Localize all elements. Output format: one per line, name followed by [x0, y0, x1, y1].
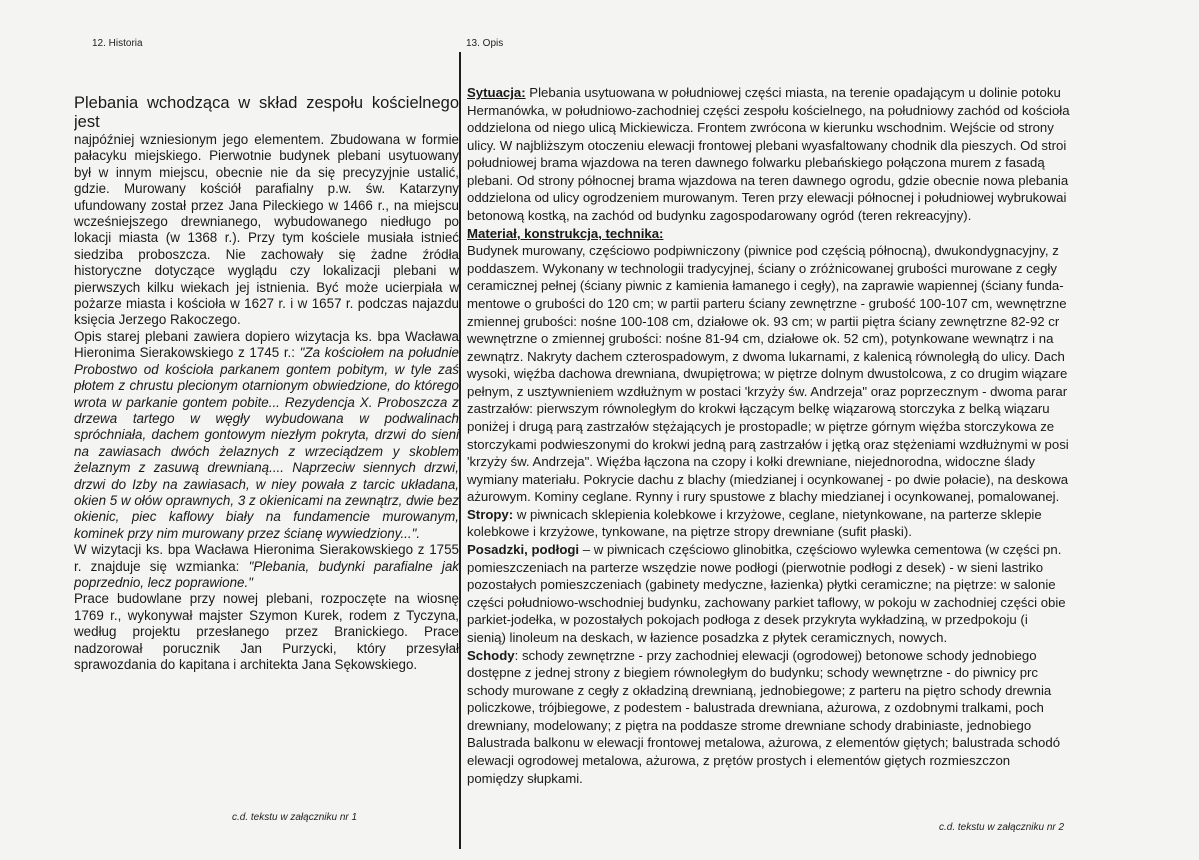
footer-note-left: c.d. tekstu w załączniku nr 1: [232, 812, 358, 823]
description-text: sienią) linoleum na deskach, w łazience posadzka z płytek ceramicznych, nowych.: [467, 629, 948, 645]
description-line: [467, 277, 1194, 295]
description-line: [467, 629, 1194, 647]
description-line: [467, 436, 1194, 454]
footer-note-right: c.d. tekstu w załączniku nr 2: [939, 822, 1065, 833]
description-column: [467, 84, 1194, 824]
description-line: [467, 313, 1194, 331]
description-text: wymiany materiału. Pokrycie dachu z blachy (miedzianej i ocynkowanej - po dwie połacie), na deskowa: [467, 471, 1069, 487]
section-label: Schody: [467, 647, 515, 663]
description-text: ceramicznej pełnej (ściany piwnic z kamienia łamanego i cegły), na zaprawie wapiennej (ściany funda-: [467, 278, 1064, 294]
description-text: mentowe o grubości do 120 cm; w partii parteru ściany zewnętrzne - grubość 100-107 cm, wewnętrzne: [467, 295, 1067, 311]
description-line: [467, 453, 1194, 471]
description-text: w piwnicach sklepienia kolebkowe i krzyżowe, ceglane, nietynkowane, na parterze sklepie: [513, 506, 1042, 522]
description-text: południowej brama wjazdowa na teren dawnego folwarku plebańskiego połączona murem z fasadą: [467, 155, 1045, 171]
section-label: Stropy:: [467, 506, 514, 522]
description-line: [467, 506, 1194, 524]
history-column: [74, 94, 459, 810]
description-text: poniżej i drugą parą zastrzałów stężających je prostopadle; w piętrze górnym więźba storczykowa ze: [467, 418, 1055, 434]
history-paragraph-2: [74, 329, 459, 542]
description-line: [467, 383, 1194, 401]
description-line: [467, 137, 1194, 155]
section-label: Posadzki, podłogi: [467, 542, 580, 558]
description-text: zmiennej grubości: nośne 100-108 cm, działowe ok. 93 cm; w partii piętra ściany zewnętrzne 82-92 cr: [467, 313, 1060, 329]
history-paragraph-4: Prace budowlane przy nowej plebani, rozpoczęte na wiosnę 1769 r., wykonywał majster Szymon Kurek, rodem z Tyczyna, według projektu przesłanego przez Branickiego. Prace nadzorował porucznik Jan Purzycki, który przesyłał sprawozdania do kapitana i architekta Jana Sękowskiego.: [74, 591, 459, 672]
history-paragraph-1: najpóźniej wzniesionym jego elementem. Zbudowana w formie pałacyku miejskiego. Pierwotnie budynek plebani usytuowany był w innym miejscu, obecnie nie da się precyzyjnie ustalić, gdzie. Murowany kościół parafialny p.w. św. Katarzyny ufundowany został przez Jana Pileckiego w 1466 r., na miejscu wcześniejszego drewnianego, wybudowanego niedługo po lokacji miasta (w 1368 r.). Przy tym kościele musiała istnieć siedziba proboszcza. Nie zachowały się żadne źródła historyczne dotyczące wyglądu czy lokalizacji plebani w pierwszych kilku wiekach jej istnienia. Być może ucierpiała w pożarze miasta i kościoła w 1627 r. i w 1657 r. podczas najazdu księcia Jerzego Rakoczego.: [74, 132, 459, 328]
description-line: [467, 541, 1194, 559]
description-text: Plebania usytuowana w południowej części miasta, na terenie opadającym u dolinie potoku: [525, 85, 1061, 100]
description-text: : schody zewnętrzne - przy zachodniej elewacji (ogrodowej) betonowe schody jednobiego: [514, 647, 1037, 663]
description-line: [467, 488, 1194, 506]
description-text: parkiet-jodełka, w pozostałych pokojach podłoga z desek przykryta wykładziną, w przedpokoju (i: [467, 612, 1028, 628]
description-text: betonową kostką, na zachód od budynku zagospodarowany ogród (teren rekreacyjny).: [467, 208, 972, 224]
description-line: [467, 576, 1194, 594]
description-text: oddzielona od niego ulicą Mickiewicza. Frontem zwrócona w kierunku wschodnim. Wejście od strony: [467, 120, 1054, 136]
description-text: wewnętrzne o zmiennej grubości: nośne 81-94 cm, działowe ok. 52 cm), potynkowane wewnątrz i na: [467, 331, 1054, 347]
description-line: [467, 611, 1194, 629]
description-line: [467, 295, 1194, 313]
column-divider: [459, 52, 461, 849]
description-line: [467, 330, 1194, 348]
section-header-description: 13. Opis: [466, 38, 504, 49]
history-lead: Plebania wchodząca w skład zespołu kościelnego jest: [74, 94, 459, 131]
description-text: elewacji ogrodowej metalowa, ażurowa, z prętów prostych i elementów giętych rozmieszczon: [467, 752, 1011, 768]
description-text: oddzielona od ulicy ogrodzeniem murowanym. Teren przy elewacji północnej i południowej wybrukowai: [467, 190, 1067, 206]
description-text: pozostałych pomieszczeniach (gabinety medyczne, łazienka) płytki ceramiczne; na piętrze: w salonie: [467, 577, 1056, 593]
description-text: pomiędzy słupkami.: [467, 770, 583, 786]
description-line: [467, 400, 1194, 418]
description-line: [467, 172, 1194, 190]
section-header-history: 12. Historia: [92, 38, 143, 49]
description-line: [467, 189, 1194, 207]
description-text: pełnym, z usztywnieniem wzdłużnym w postaci 'krzyży św. Andrzeja" oraz poprzecznym - dwoma parar: [467, 383, 1068, 399]
description-text: ażurowym. Kominy ceglane. Rynny i rury spustowe z blachy miedzianej i ocynkowanej, pomalowanej.: [467, 489, 1060, 505]
description-line: [467, 523, 1194, 541]
description-line: [467, 734, 1194, 752]
description-text: Hermanówka, w południowo-zachodniej części zespołu kościelnego, na południowy zachód od kościoła: [467, 102, 1070, 118]
description-text: policzkowe, trójbiegowe, z podestem - balustrada drewniana, ażurowa, z ozdobnymi tralkami, poch: [467, 700, 1044, 716]
description-line: [467, 594, 1194, 612]
description-text: części południowo-wschodniej budynku, zachowany parkiet taflowy, w pokoju w zachodniej części obie: [467, 594, 1066, 610]
description-text: – w piwnicach częściowo glinobitka, częściowo wylewka cementowa (w części pn.: [579, 542, 1062, 558]
description-line: [467, 682, 1194, 700]
description-text: schody murowane z cegły z okładziną drewnianą, jednobiegowe; z parteru na piętro schody drewnia: [467, 682, 1052, 698]
description-line: [467, 119, 1194, 137]
description-text: ulicy. W najbliższym otoczeniu elewacji frontowej plebani wyasfaltowany chodnik dla pieszych. Od stroi: [467, 137, 1067, 153]
description-line: [467, 207, 1194, 225]
description-line: [467, 471, 1194, 489]
description-text: plebani. Od strony północnej brama wjazdowa na teren dawnego ogrodu, gdzie obecnie nowa plebania: [467, 172, 1069, 188]
description-line: [467, 242, 1194, 260]
description-text: Balustrada balkonu w elewacji frontowej metalowa, ażurowa, z elementów giętych; balustrada schodó: [467, 735, 1061, 751]
section-label: Materiał, konstrukcja, technika:: [467, 225, 664, 241]
description-line: [467, 418, 1194, 436]
description-text: drewniany, modelowany; z piętra na poddasze strome drewniane schody drabiniaste, jednobiego: [467, 717, 1032, 733]
description-text: Budynek murowany, częściowo podpiwniczony (piwnice pod częścią północną), dwukondygnacyjny, z: [467, 243, 1059, 259]
description-line: [467, 102, 1194, 120]
description-line: [467, 225, 1194, 243]
history-p2-quote: "Za kościołem na południe Probostwo od kościoła parkanem gontem pobitym, w tyle zaś płotem z chrustu plecionym otarnionym obwiedzione, do którego wrota w parkanie gontem pobite... Rezydencja X. Proboszcza z drzewa tartego w węgły wybudowana w podwalinach spróchniała, dachem gontowym niezłym pokryta, drzwi do sieni na zawiasach dwóch żelaznych z wrzeciądzem y skoblem żelaznym z zasuwą drewnianą.... Naprzeciw siennych drzwi, drzwi do Izby na zawiasach, w niey powała z tarcic układana, okien 5 w ołów oprawnych, 3 z okienicami na zewnątrz, dwie bez okienic, piec kaflowy biały na fundamencie murowanym, kominek przy nim murowany przez ścianę wywiedziony...".: [74, 345, 459, 541]
description-text: kolebkowe i krzyżowe, tynkowane, na piętrze stropy drewniane (sufit płaski).: [467, 524, 912, 540]
description-line: [467, 699, 1194, 717]
description-line: [467, 260, 1194, 278]
description-text: zewnątrz. Nakryty dachem czterospadowym, z dwoma lukarnami, z kalenicą równoległą do ulicy. Dach: [467, 348, 1065, 364]
description-line: [467, 559, 1194, 577]
history-paragraph-3: [74, 542, 459, 591]
description-line: [467, 752, 1194, 770]
description-line: [467, 348, 1194, 366]
description-text: dostępne z jednej strony z biegiem równoległym do budynku; schody wewnętrzne - do piwnicy prc: [467, 665, 1039, 681]
description-text: poddaszem. Wykonany w technologii tradycyjnej, ściany o zróżnicowanej grubości murowane z cegły: [467, 260, 1057, 276]
description-line: [467, 365, 1194, 383]
description-line: [467, 664, 1194, 682]
description-text: wysoki, więźba dachowa drewniana, dwupiętrowa; w piętrze dolnym dwustolcowa, z co drugim wiązare: [467, 366, 1068, 382]
description-line: [467, 84, 1194, 102]
history-p3-quote: "Plebania, budynki parafialne jak poprzednio, lecz poprawione.": [74, 558, 459, 590]
description-line: [467, 717, 1194, 735]
description-text: storczykami podwieszonymi do krokwi jedną parą zastrzałów i jętką oraz stężeniami wzdłużnymi w posi: [467, 436, 1069, 452]
history-p2-intro: Opis starej plebani zawiera dopiero wizytacja ks. bpa Wacława Hieronima Sierakowskiego z 1745 r.:: [74, 328, 459, 361]
description-text: zastrzałów: pierwszym równoległym do krokwi łączącym belkę wiązarową storczyka z belką wiązaru: [467, 401, 1050, 417]
description-text: pomieszczeniach na parterze wszędzie nowe podłogi (pierwotnie podłogi z desek) - w sieni lastriko: [467, 559, 1044, 575]
description-line: [467, 647, 1194, 665]
history-p3-intro: W wizytacji ks. bpa Wacława Hieronima Sierakowskiego z 1755 r. znajduje się wzmianka:: [74, 542, 459, 574]
description-text: 'krzyży św. Andrzeja". Więźba łączona na czopy i kołki drewniane, niejednorodna, widoczne ślady: [467, 454, 1035, 470]
section-label: Sytuacja:: [467, 85, 526, 100]
description-line: [467, 770, 1194, 788]
description-line: [467, 154, 1194, 172]
